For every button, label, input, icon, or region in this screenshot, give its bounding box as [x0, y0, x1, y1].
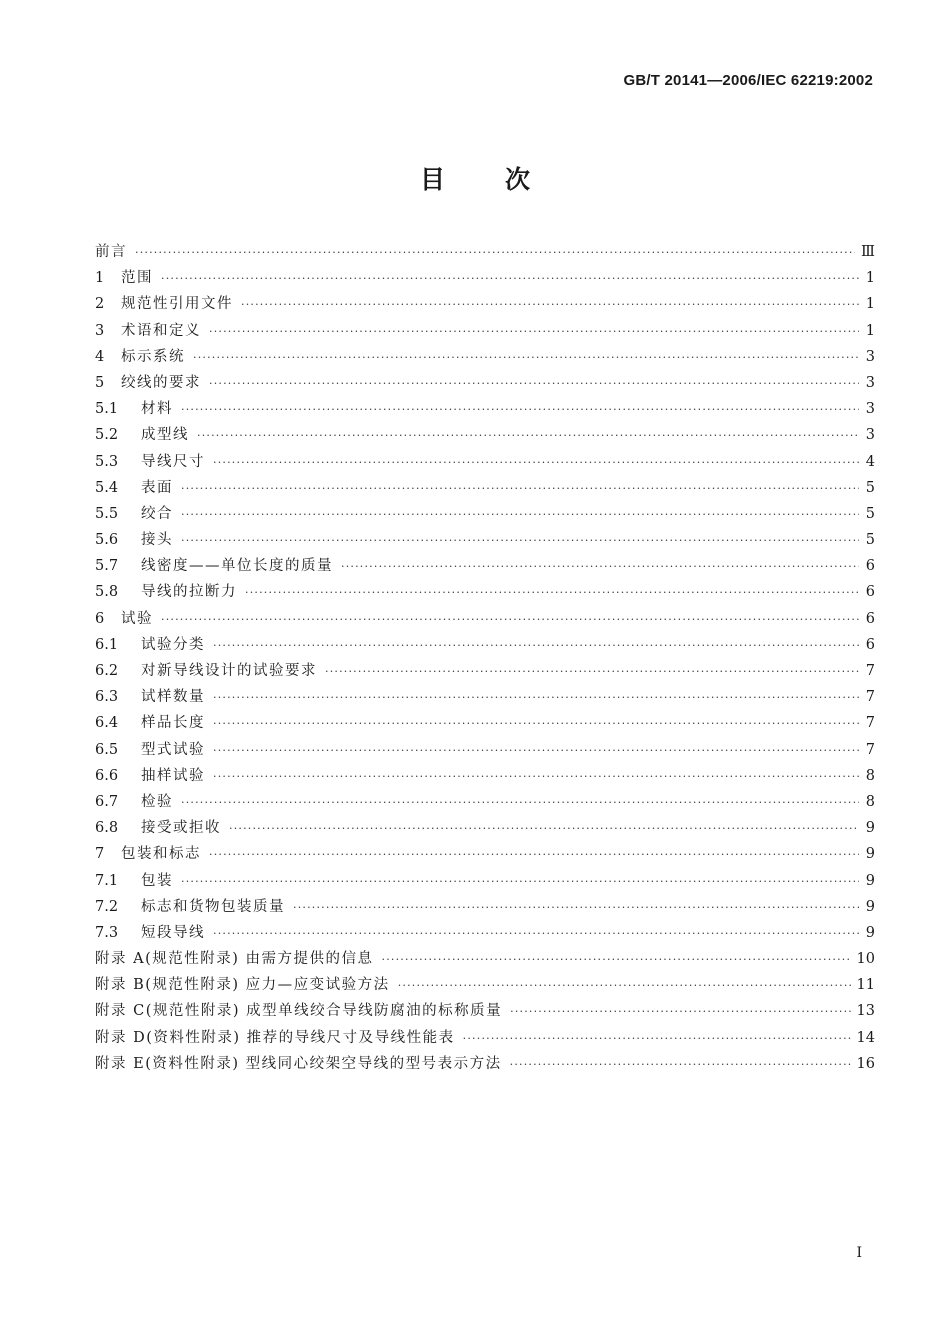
toc-entry-page: 1: [865, 270, 875, 287]
toc-leader-dots: [213, 691, 859, 704]
toc-leader-dots: [213, 717, 859, 730]
toc-entry-page: 9: [865, 820, 875, 837]
toc-entry[interactable]: [95, 319, 875, 345]
toc-entry[interactable]: [95, 947, 875, 973]
toc-entry-page: 7: [865, 715, 875, 732]
toc-entry-label: 导线尺寸: [141, 453, 205, 470]
toc-leader-dots: [341, 560, 859, 573]
page-title-char-2: 次: [505, 165, 531, 194]
toc-entry-label: 附录 D(资料性附录) 推荐的导线尺寸及导线性能表: [95, 1029, 455, 1046]
toc-entry-page: 1: [865, 322, 875, 339]
toc-entry-number: 6: [95, 610, 105, 627]
toc-entry-number: 5.6: [95, 532, 119, 549]
toc-entry[interactable]: [95, 371, 875, 397]
toc-leader-dots: [213, 770, 859, 783]
toc-entry-label: 对新导线设计的试验要求: [141, 663, 317, 679]
toc-leader-dots: [245, 586, 859, 599]
toc-entry[interactable]: [95, 869, 875, 895]
toc-entry-number: 7.3: [95, 924, 119, 941]
toc-entry[interactable]: [95, 738, 875, 764]
toc-entry-number: 6.6: [95, 767, 119, 784]
toc-leader-dots: [510, 1005, 850, 1018]
toc-entry-label: 试验: [121, 610, 153, 627]
toc-entry-page: 4: [865, 453, 875, 470]
toc-entry-number: 6.3: [95, 689, 119, 706]
toc-entry-label: 前言: [95, 244, 127, 260]
toc-entry-page: 3: [865, 348, 875, 365]
toc-entry-number: 5.8: [95, 584, 119, 601]
toc-entry[interactable]: [95, 711, 875, 737]
toc-entry-number: 6.2: [95, 663, 119, 679]
toc-entry-label: 接头: [141, 532, 173, 549]
page-title: [0, 160, 950, 196]
toc-entry-page: 5: [865, 532, 875, 549]
toc-entry[interactable]: [95, 607, 875, 633]
toc-entry-page: 9: [865, 924, 875, 941]
toc-entry-number: 5.5: [95, 505, 119, 522]
toc-entry[interactable]: [95, 1052, 875, 1078]
toc-entry-label: 抽样试验: [141, 767, 205, 784]
toc-leader-dots: [213, 639, 859, 652]
toc-entry-number: 5.7: [95, 558, 119, 575]
toc-entry[interactable]: [95, 1026, 875, 1052]
toc-leader-dots: [398, 979, 851, 992]
toc-entry-page: 13: [856, 1003, 875, 1020]
toc-leader-dots: [181, 482, 859, 495]
toc-entry-label: 样品长度: [141, 715, 205, 732]
toc-entry-page: 9: [865, 898, 875, 915]
toc-entry[interactable]: [95, 423, 875, 449]
toc-entry-page: 10: [856, 951, 875, 968]
toc-entry-page: 14: [856, 1029, 875, 1046]
toc-entry[interactable]: [95, 292, 875, 318]
toc-entry-page: 9: [865, 872, 875, 889]
toc-entry-number: 2: [95, 296, 105, 313]
toc-entry-page: 5: [865, 505, 875, 522]
toc-entry-label: 包装: [141, 872, 173, 889]
toc-entry[interactable]: [95, 580, 875, 606]
toc-entry-label: 表面: [141, 479, 173, 496]
toc-entry[interactable]: [95, 528, 875, 554]
toc-entry-label: 范围: [121, 270, 153, 287]
toc-leader-dots: [510, 1058, 851, 1071]
toc-entry[interactable]: [95, 764, 875, 790]
toc-entry-number: 6.5: [95, 741, 119, 758]
toc-entry-page: 6: [865, 636, 875, 653]
toc-leader-dots: [382, 953, 851, 966]
toc-entry-number: 4: [95, 348, 105, 365]
toc-leader-dots: [209, 325, 859, 338]
toc-entry-number: 1: [95, 270, 105, 287]
toc-entry[interactable]: [95, 476, 875, 502]
toc-entry[interactable]: [95, 895, 875, 921]
toc-entry-label: 试验分类: [141, 636, 205, 653]
toc-leader-dots: [161, 613, 859, 626]
toc-entry-number: 6.1: [95, 636, 119, 653]
toc-entry-label: 规范性引用文件: [121, 296, 233, 313]
toc-entry-page: 7: [865, 741, 875, 758]
toc-entry-number: 5: [95, 374, 105, 391]
toc-entry[interactable]: [95, 659, 875, 685]
toc-entry[interactable]: [95, 816, 875, 842]
toc-entry[interactable]: [95, 790, 875, 816]
toc-entry-label: 接受或拒收: [141, 820, 221, 837]
toc-leader-dots: [193, 351, 859, 364]
toc-leader-dots: [181, 796, 859, 809]
toc-entry[interactable]: [95, 266, 875, 292]
toc-entry-number: 6.8: [95, 820, 119, 837]
toc-entry-label: 导线的拉断力: [141, 584, 237, 601]
toc-entry-label: 检验: [141, 793, 173, 810]
toc-leader-dots: [213, 744, 859, 757]
toc-entry-number: 7.2: [95, 898, 119, 915]
toc-entry-page: Ⅲ: [861, 244, 875, 260]
toc-entry-label: 绞线的要求: [121, 374, 201, 391]
toc-leader-dots: [209, 848, 859, 861]
standard-code: GB/T 20141—2006/IEC 62219:2002: [623, 72, 873, 89]
page-number: I: [856, 1245, 862, 1261]
toc-entry-page: 16: [856, 1055, 875, 1072]
toc-leader-dots: [463, 1032, 851, 1045]
table-of-contents: [95, 240, 875, 1078]
toc-entry-page: 9: [865, 846, 875, 863]
toc-entry[interactable]: [95, 921, 875, 947]
toc-entry-label: 材料: [141, 401, 173, 418]
toc-leader-dots: [241, 298, 859, 311]
toc-leader-dots: [325, 665, 859, 678]
toc-entry[interactable]: [95, 450, 875, 476]
toc-leader-dots: [181, 508, 859, 521]
toc-entry-page: 1: [865, 296, 875, 313]
toc-entry[interactable]: [95, 345, 875, 371]
toc-leader-dots: [229, 822, 859, 835]
toc-leader-dots: [213, 927, 859, 940]
toc-entry[interactable]: [95, 397, 875, 423]
toc-entry[interactable]: [95, 685, 875, 711]
toc-leader-dots: [135, 246, 855, 259]
toc-entry-label: 成型线: [141, 427, 189, 444]
toc-entry-page: 3: [865, 374, 875, 391]
toc-entry[interactable]: [95, 999, 875, 1025]
page-title-char-1: 目: [419, 165, 445, 194]
toc-entry-number: 5.4: [95, 479, 119, 496]
toc-leader-dots: [181, 534, 859, 547]
toc-entry-number: 6.4: [95, 715, 119, 732]
toc-entry-number: 3: [95, 322, 105, 339]
toc-entry[interactable]: [95, 842, 875, 868]
toc-entry-label: 附录 E(资料性附录) 型线同心绞架空导线的型号表示方法: [95, 1055, 502, 1072]
toc-entry-page: 3: [865, 401, 875, 418]
toc-entry-label: 术语和定义: [121, 322, 201, 339]
toc-entry-page: 5: [865, 479, 875, 496]
toc-leader-dots: [197, 429, 859, 442]
toc-entry-label: 附录 A(规范性附录) 由需方提供的信息: [95, 951, 374, 968]
toc-entry-page: 11: [856, 977, 875, 994]
toc-entry-page: 6: [865, 558, 875, 575]
toc-entry-page: 8: [865, 793, 875, 810]
toc-entry-number: 5.1: [95, 401, 119, 418]
toc-entry-label: 短段导线: [141, 924, 205, 941]
toc-entry-page: 6: [865, 610, 875, 627]
toc-entry-label: 绞合: [141, 505, 173, 522]
toc-entry-label: 标志和货物包装质量: [141, 898, 285, 915]
toc-entry-number: 7: [95, 846, 105, 863]
toc-entry[interactable]: [95, 240, 875, 266]
toc-leader-dots: [161, 272, 859, 285]
toc-entry-page: 7: [865, 689, 875, 706]
toc-entry-label: 型式试验: [141, 741, 205, 758]
toc-entry-page: 3: [865, 427, 875, 444]
toc-entry-number: 5.3: [95, 453, 119, 470]
toc-entry-page: 7: [865, 663, 875, 679]
toc-entry[interactable]: [95, 502, 875, 528]
toc-leader-dots: [209, 377, 859, 390]
toc-leader-dots: [181, 875, 859, 888]
toc-entry-page: 6: [865, 584, 875, 601]
toc-entry[interactable]: [95, 633, 875, 659]
toc-entry-label: 包装和标志: [121, 846, 201, 863]
toc-leader-dots: [181, 403, 859, 416]
toc-entry-label: 附录 B(规范性附录) 应力—应变试验方法: [95, 977, 390, 994]
toc-entry-number: 6.7: [95, 793, 119, 810]
toc-leader-dots: [213, 456, 859, 469]
toc-entry-label: 线密度——单位长度的质量: [141, 558, 333, 575]
toc-leader-dots: [293, 901, 859, 914]
toc-entry-label: 附录 C(规范性附录) 成型单线绞合导线防腐油的标称质量: [95, 1003, 503, 1020]
toc-entry[interactable]: [95, 973, 875, 999]
toc-entry-label: 标示系统: [121, 348, 185, 365]
toc-entry-number: 7.1: [95, 872, 119, 889]
toc-entry-number: 5.2: [95, 427, 119, 444]
toc-entry-page: 8: [865, 767, 875, 784]
toc-entry[interactable]: [95, 554, 875, 580]
toc-entry-label: 试样数量: [141, 689, 205, 706]
